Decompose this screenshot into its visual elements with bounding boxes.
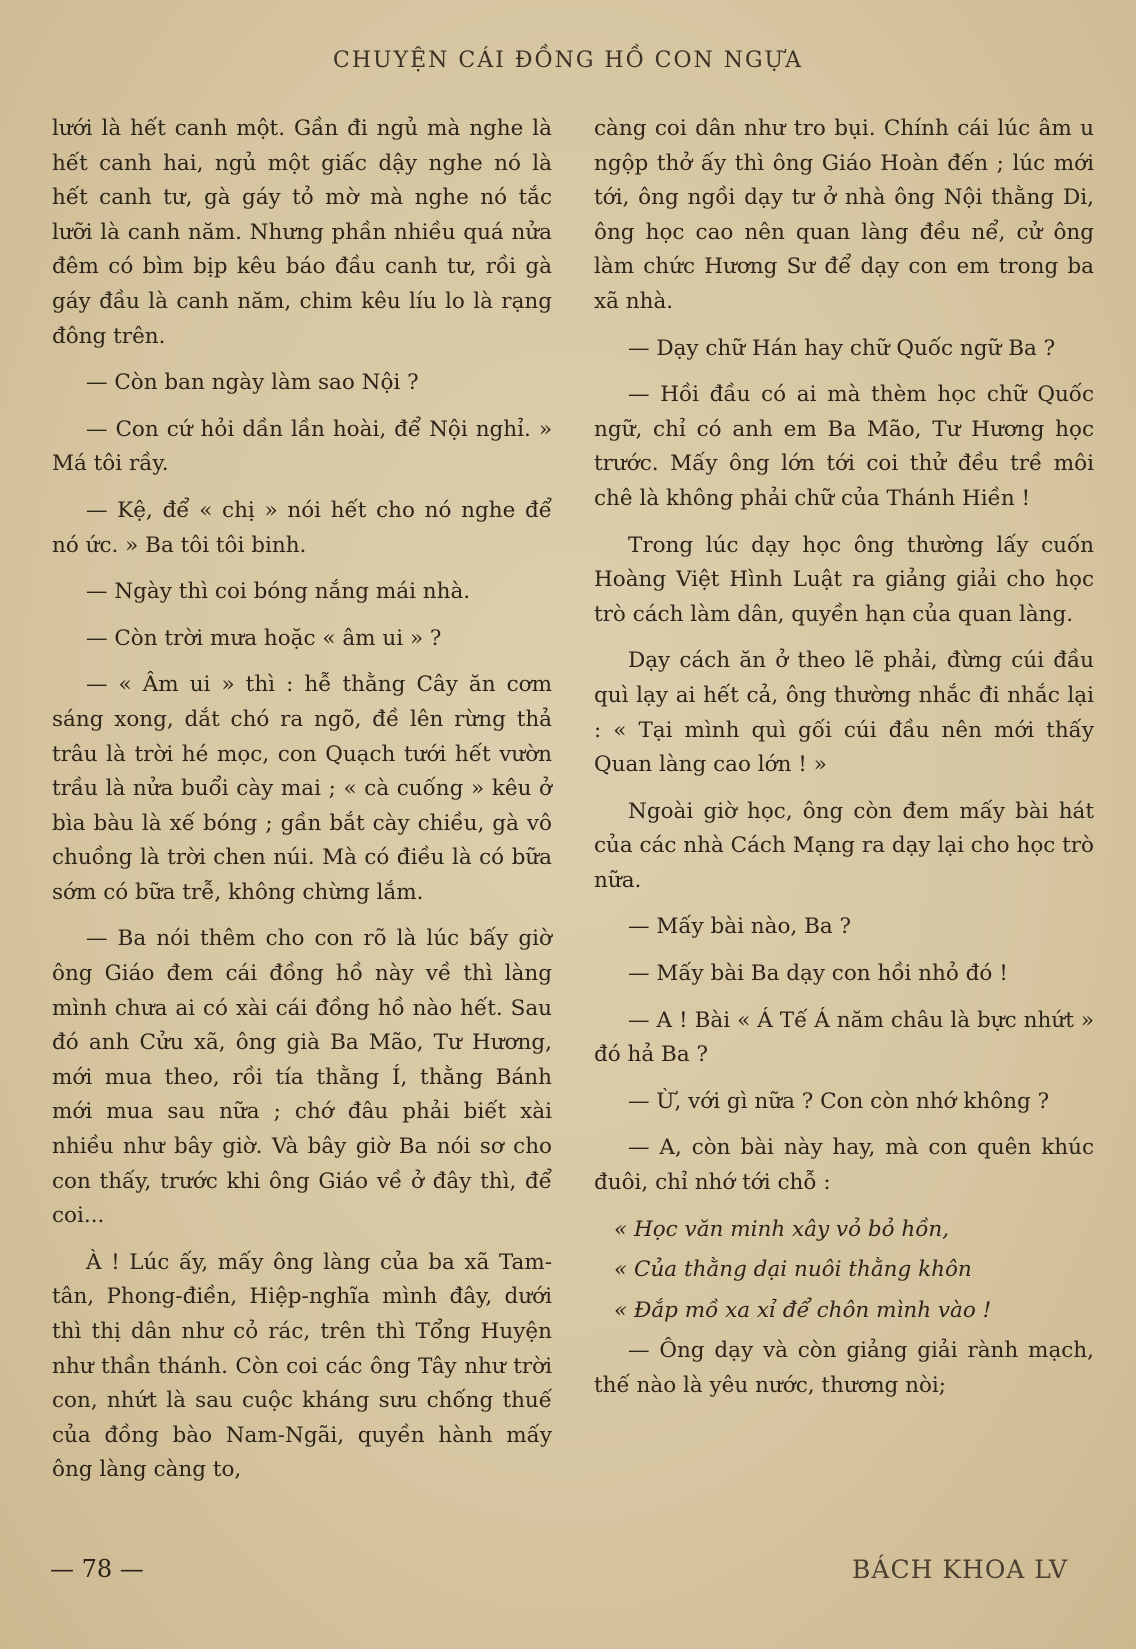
poem-line: « Học văn minh xây vỏ bỏ hồn, — [614, 1216, 950, 1242]
poem-line: « Của thằng dại nuôi thằng khôn — [614, 1257, 972, 1283]
poem-line: « Đắp mồ xa xỉ để chôn mình vào ! — [614, 1297, 992, 1323]
paragraph: Ngoài giờ học, ông còn đem mấy bài hát của các nhà Cách Mạng ra dạy lại cho học trò nữa. — [594, 798, 1094, 893]
paragraph: — Kệ, để « chị » nói hết cho nó nghe để nó ức. » Ba tôi tôi binh. — [52, 497, 552, 558]
magazine-name: BÁCH KHOA LV — [852, 1555, 1068, 1584]
paragraph: — Ông dạy và còn giảng giải rành mạch, thế nào là yêu nước, thương nòi; — [594, 1338, 1094, 1398]
paragraph: — Còn trời mưa hoặc « âm ui » ? — [86, 625, 442, 651]
left-column — [52, 112, 552, 1500]
paragraph: Trong lúc dạy học ông thường lấy cuốn Hoàng Việt Hình Luật ra giảng giải cho học trò cách làm dân, quyền hạn của quan làng. — [594, 532, 1094, 627]
paragraph: — A, còn bài này hay, mà con quên khúc đuôi, chỉ nhớ tới chỗ : — [594, 1135, 1094, 1196]
paragraph: — Mấy bài nào, Ba ? — [628, 914, 852, 940]
paragraph: — Con cứ hỏi dần lần hoài, để Nội nghỉ. » Má tôi rầy. — [52, 416, 552, 477]
paragraph: À ! Lúc ấy, mấy ông làng của ba xã Tam-tân, Phong-điền, Hiệp-nghĩa mình đây, dưới thì thị dân như cỏ rác, trên thì Tổng Huyện như thần thánh. Còn coi các ông Tây như trời con, nhứt là sau cuộc kháng sưu chống thuế của đồng bào Nam-Ngãi, quyền hành mấy ông làng càng to, — [52, 1249, 552, 1483]
paragraph: — Ngày thì coi bóng nắng mái nhà. — [86, 579, 471, 605]
paragraph: — Hồi đầu có ai mà thèm học chữ Quốc ngữ, chỉ có anh em Ba Mão, Tư Hương học trước. Mấy ông lớn tới coi thử đều trề môi chê là không phải chữ của Thánh Hiền ! — [594, 382, 1094, 511]
running-header: CHUYỆN CÁI ĐỒNG HỒ CON NGỰA — [333, 48, 803, 73]
paragraph: — Còn ban ngày làm sao Nội ? — [86, 370, 419, 396]
paragraph: — Ba nói thêm cho con rõ là lúc bấy giờ ông Giáo đem cái đồng hồ này về thì làng mình chưa ai có xài cái đồng hồ nào hết. Sau đó anh Cửu xã, ông già Ba Mão, Tư Hương, mới mua theo, rồi tía thằng Í, thằng Bánh mới mua sau nữa ; chớ đâu phải biết xài nhiều như bây giờ. Và bây giờ Ba nói sơ cho con thấy, trước khi ông Giáo về ở đây thì, để coi... — [52, 926, 552, 1229]
paragraph: — Dạy chữ Hán hay chữ Quốc ngữ Ba ? — [628, 335, 1056, 361]
paragraph: — Ừ, với gì nữa ? Con còn nhớ không ? — [628, 1088, 1050, 1114]
paragraph: Dạy cách ăn ở theo lẽ phải, đừng cúi đầu quì lạy ai hết cả, ông thường nhắc đi nhắc lại : « Tại mình quì gối cúi đầu nên mới thấy Quan làng cao lớn ! » — [594, 648, 1094, 778]
paragraph: lưới là hết canh một. Gần đi ngủ mà nghe là hết canh hai, ngủ một giấc dậy nghe nó là hết canh tư, gà gáy tỏ mờ mà nghe nó tắc lưỡi là canh năm. Nhưng phần nhiều quá nửa đêm có bìm bịp kêu báo đầu canh tư, rồi gà gáy đầu là canh năm, chim kêu líu lo là rạng đông trên. — [52, 116, 552, 349]
page-number: — 78 — — [50, 1555, 144, 1583]
paragraph: — Mấy bài Ba dạy con hồi nhỏ đó ! — [628, 961, 1008, 987]
paragraph: — « Âm ui » thì : hễ thằng Cây ăn cơm sáng xong, dắt chó ra ngõ, đề lên rừng thả trâu là trời hé mọc, con Quạch tưới hết vườn trầu là nửa buổi cày mai ; « cà cuống » kêu ở bìa bàu là xế bóng ; gần bắt cày chiều, gà vô chuồng là trời chen núi. Mà có điều là có bữa sớm có bữa trễ, không chừng lắm. — [52, 672, 552, 905]
right-column — [594, 112, 1094, 1416]
paragraph: — A ! Bài « Á Tế Á năm châu là bực nhứt » đó hả Ba ? — [594, 1007, 1094, 1068]
paragraph: càng coi dân như tro bụi. Chính cái lúc âm u ngộp thở ấy thì ông Giáo Hoàn đến ; lúc mới tới, ông ngồi dạy tư ở nhà ông Nội thằng Di, ông học cao nên quan làng đều nể, cử ông làm chức Hương Sư để dạy con em trong ba xã nhà. — [594, 116, 1094, 314]
